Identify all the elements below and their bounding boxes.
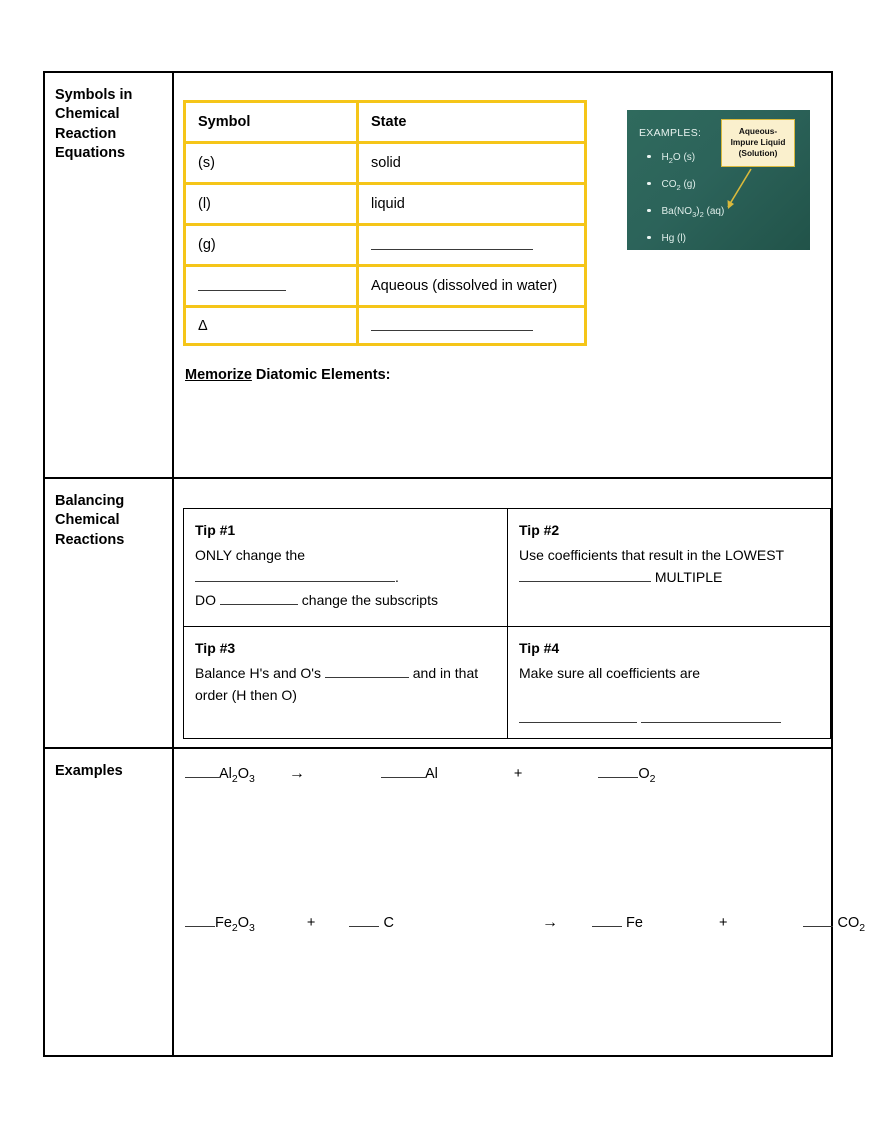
equation-1 bbox=[185, 763, 656, 785]
tips-row-2 bbox=[184, 627, 831, 739]
cell-state-gas-blank[interactable] bbox=[359, 223, 587, 264]
table-row bbox=[183, 141, 587, 182]
tip-3-heading: Tip #3 bbox=[195, 640, 236, 656]
table-header-row bbox=[183, 100, 587, 141]
table-row bbox=[183, 182, 587, 223]
answer-blank[interactable] bbox=[371, 236, 533, 251]
answer-blank[interactable] bbox=[641, 709, 781, 723]
eq2-reactant-1: $Fe_2O_3$ bbox=[215, 914, 255, 934]
table-row bbox=[183, 264, 587, 305]
tip-3-cell bbox=[184, 627, 508, 739]
tips-row-1 bbox=[184, 509, 831, 627]
callout-line-3: (Solution) bbox=[738, 147, 778, 158]
table-row bbox=[183, 223, 587, 264]
equation-2 bbox=[185, 912, 865, 934]
cell-state-liquid: liquid bbox=[359, 182, 587, 223]
tip-1-line-3-post: change the subscripts bbox=[297, 592, 438, 609]
eq1-plus: + bbox=[513, 765, 523, 782]
cell-symbol-delta: Δ bbox=[183, 305, 359, 346]
list-item: $H_2O$ (s) bbox=[647, 152, 797, 165]
section-row-symbols bbox=[45, 73, 831, 479]
tip-4-cell bbox=[508, 627, 831, 739]
bullet-icon bbox=[647, 155, 651, 159]
eq2-reactant-2: C bbox=[383, 914, 394, 931]
answer-blank[interactable] bbox=[592, 912, 622, 927]
header-state: State bbox=[359, 100, 587, 141]
reaction-arrow-icon: → bbox=[541, 913, 558, 931]
answer-blank[interactable] bbox=[371, 316, 533, 331]
answer-blank[interactable] bbox=[220, 591, 298, 605]
memorize-underlined-word: Memorize bbox=[185, 367, 252, 383]
callout-line-1: Aqueous- bbox=[738, 126, 778, 136]
slide-title: EXAMPLES: bbox=[639, 127, 702, 139]
answer-blank[interactable] bbox=[598, 763, 638, 778]
callout-line-2: Impure Liquid bbox=[730, 136, 786, 147]
eq2-product-1: Fe bbox=[626, 914, 643, 931]
section-label-examples: Examples bbox=[45, 749, 174, 1055]
section-body-symbols bbox=[174, 73, 831, 477]
cell-state-solid: solid bbox=[359, 141, 587, 182]
tip-1-line-3-pre: DO bbox=[195, 592, 220, 609]
tip-3-line-1-pre: Balance H's and O's bbox=[195, 664, 325, 681]
symbol-state-table bbox=[183, 100, 587, 346]
tip-1-heading: Tip #1 bbox=[195, 522, 236, 538]
answer-blank[interactable] bbox=[381, 763, 425, 778]
list-item: Hg (l) bbox=[647, 233, 797, 244]
answer-blank[interactable] bbox=[185, 912, 215, 927]
tip-3-line-2: order (H then O) bbox=[195, 687, 297, 704]
answer-blank[interactable] bbox=[185, 763, 219, 778]
answer-blank[interactable] bbox=[803, 912, 833, 927]
table-row bbox=[183, 305, 587, 346]
tip-2-line-2-post: MULTIPLE bbox=[654, 569, 723, 586]
tip-1-period: . bbox=[395, 569, 399, 586]
answer-blank[interactable] bbox=[195, 568, 395, 582]
header-symbol: Symbol bbox=[183, 100, 359, 141]
cell-symbol-aqueous-blank[interactable] bbox=[183, 264, 359, 305]
reaction-arrow-icon: → bbox=[288, 764, 305, 782]
tip-4-line-1: Make sure all coefficients are bbox=[519, 664, 701, 681]
cell-symbol-gas: (g) bbox=[183, 223, 359, 264]
list-item: $Ba(NO_3)_2$ (aq) bbox=[647, 206, 797, 219]
eq1-product-2: $O_2$ bbox=[638, 765, 656, 785]
tips-table bbox=[183, 508, 831, 739]
bullet-icon bbox=[647, 182, 651, 186]
section-body-examples bbox=[174, 749, 866, 1055]
cell-symbol-liquid: (l) bbox=[183, 182, 359, 223]
cell-state-delta-blank[interactable] bbox=[359, 305, 587, 346]
section-body-balancing bbox=[174, 479, 831, 747]
bullet-icon bbox=[647, 209, 651, 213]
section-row-examples bbox=[45, 749, 866, 1055]
tip-4-heading: Tip #4 bbox=[519, 640, 560, 656]
section-label-symbols: Symbols in Chemical Reaction Equations bbox=[45, 73, 174, 477]
cell-state-aqueous: Aqueous (dissolved in water) bbox=[359, 264, 587, 305]
callout-box bbox=[721, 119, 795, 167]
answer-blank[interactable] bbox=[198, 277, 286, 292]
answer-blank[interactable] bbox=[519, 709, 637, 723]
eq2-product-2: $CO_2$ bbox=[837, 914, 866, 934]
eq2-plus-1: + bbox=[306, 914, 316, 931]
list-item: $CO_2$ (g) bbox=[647, 179, 797, 192]
answer-blank[interactable] bbox=[519, 568, 651, 582]
answer-blank[interactable] bbox=[325, 663, 409, 677]
eq1-reactant: $Al_2O_3$ bbox=[219, 765, 255, 785]
memorize-diatomic-heading bbox=[185, 367, 390, 383]
section-label-balancing: Balancing Chemical Reactions bbox=[45, 479, 174, 747]
section-row-balancing bbox=[45, 479, 831, 749]
bullet-icon bbox=[647, 236, 651, 240]
tip-1-cell bbox=[184, 509, 508, 627]
answer-blank[interactable] bbox=[349, 912, 379, 927]
tip-2-cell bbox=[508, 509, 831, 627]
memorize-rest: Diatomic Elements: bbox=[251, 367, 391, 383]
cell-symbol-solid: (s) bbox=[183, 141, 359, 182]
tip-2-line-1: Use coefficients that result in the LOWEST bbox=[519, 546, 785, 563]
tip-2-heading: Tip #2 bbox=[519, 522, 560, 538]
eq1-product-1: Al bbox=[424, 765, 438, 782]
tip-3-line-1-post: and in that bbox=[408, 664, 479, 681]
worksheet-table bbox=[43, 71, 866, 1057]
eq2-plus-2: + bbox=[718, 914, 728, 931]
tip-1-line-1: ONLY change the bbox=[195, 546, 306, 563]
examples-slide-image bbox=[627, 110, 810, 250]
